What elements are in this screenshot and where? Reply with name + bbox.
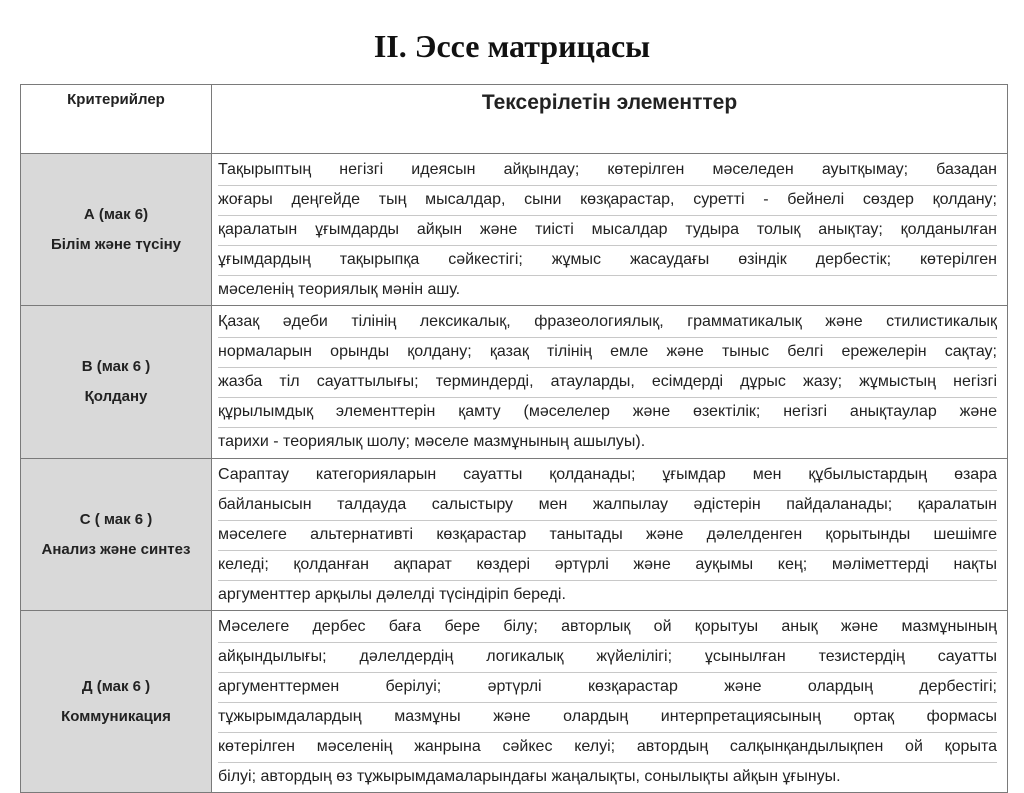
criterion-name: Коммуникация — [61, 707, 171, 725]
element-line: білуі; автордың өз тұжырымдамаларындағы жаңалықты, сонылықты айқын ұғынуы. — [218, 768, 841, 785]
element-line: қаралатын ұғымдарды айқын және тиісті мысалдар тудыра толық анықтау; қолданылған — [218, 216, 997, 246]
criterion-cell — [21, 306, 212, 459]
criterion-name: Білім және түсіну — [50, 235, 182, 253]
criterion-cell — [21, 459, 212, 611]
element-line: ұғымдардың тақырыпқа сәйкестігі; жұмыс жасаудағы өзіндік дербестік; көтерілген — [218, 246, 997, 276]
element-line: тарихи - теориялық шолу; мәселе мазмұнының ашылуы). — [218, 433, 646, 450]
element-line: Тақырыптың негізгі идеясын айқындау; көтерілген мәселеден ауытқымау; базадан — [218, 156, 997, 186]
criterion-cell — [21, 154, 212, 306]
table-row — [21, 611, 1008, 793]
elements-cell — [212, 611, 1008, 793]
criterion-cell — [21, 611, 212, 793]
table-header-row — [21, 85, 1008, 154]
element-line: мәселеге альтернативті көзқарастар танытады және дәлелденген қорытынды шешімге — [218, 521, 997, 551]
criterion-grade: С ( мак 6 ) — [79, 510, 153, 528]
criteria-column-header: Критерийлер — [21, 85, 212, 154]
element-line: жоғары деңгейде тың мысалдар, сыни көзқарастар, суретті - бейнелі сөздер қолдану; — [218, 186, 997, 216]
element-line: мәселенің теориялық мәнін ашу. — [218, 281, 461, 298]
elements-cell — [212, 306, 1008, 459]
table-row — [21, 154, 1008, 306]
elements-column-header: Тексерілетін элементтер — [212, 85, 1008, 154]
criterion-name: Қолдану — [84, 388, 148, 405]
element-line: тұжырымдалардың мазмұны және олардың интерпретациясының ортақ формасы — [218, 703, 997, 733]
elements-cell — [212, 459, 1008, 611]
element-line: нормаларын орынды қолдану; қазақ тілінің емле және тыныс белгі ережелерін сақтау; — [218, 338, 997, 368]
element-line: байланысын талдауда салыстыру мен жалпылау әдістерін пайдаланады; қаралатын — [218, 491, 997, 521]
criterion-grade: А (мак 6) — [83, 205, 149, 223]
element-line: Қазақ әдеби тілінің лексикалық, фразеологиялық, грамматикалық және стилистикалық — [218, 308, 997, 338]
elements-cell — [212, 154, 1008, 306]
element-line: аргументтер арқылы дәлелді түсіндіріп береді. — [218, 586, 566, 603]
criterion-grade: Д (мак 6 ) — [81, 677, 151, 695]
element-line: келеді; қолданған ақпарат көздері әртүрлі және ауқымы кең; мәліметтерді нақты — [218, 551, 997, 581]
table-row — [21, 306, 1008, 459]
element-line: айқындылығы; дәлелдердің логикалық жүйелілігі; ұсынылған тезистердің сауатты — [218, 643, 997, 673]
element-line: құрылымдық элементтерін қамту (мәселелер және өзектілік; негізгі анықтаулар және — [218, 398, 997, 428]
element-line: аргументтермен берілуі; әртүрлі көзқарастар және олардың дербестігі; — [218, 673, 997, 703]
element-line: көтерілген мәселенің жанрына сәйкес келуі; автордың салқынқандылықпен ой қорыта — [218, 733, 997, 763]
criterion-grade: В (мак 6 ) — [81, 358, 151, 375]
element-line: Сараптау категорияларын сауатты қолданады; ұғымдар мен құбылыстардың өзара — [218, 461, 997, 491]
criterion-name: Анализ және синтез — [41, 540, 191, 558]
page-title: II. Эссе матрицасы — [373, 28, 651, 64]
table-row — [21, 459, 1008, 611]
element-line: жазба тіл сауаттылығы; терминдерді, атауларды, есімдерді дұрыс жазу; жұмыстың негізгі — [218, 368, 997, 398]
essay-matrix-table — [20, 84, 1008, 793]
element-line: Мәселеге дербес баға бере білу; авторлық ой қорытуы анық және мазмұнының — [218, 613, 997, 643]
